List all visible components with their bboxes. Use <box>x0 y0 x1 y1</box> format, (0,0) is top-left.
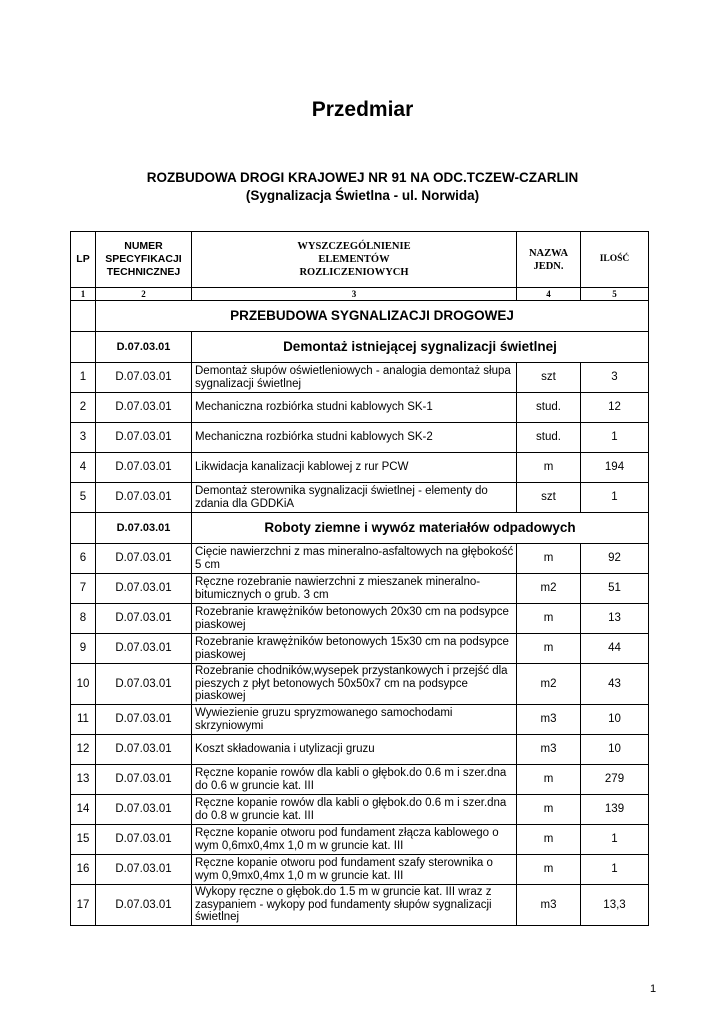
row-lp: 2 <box>71 393 96 423</box>
row-description: Demontaż sterownika sygnalizacji świetlnej - elementy do zdania dla GDDKiA <box>192 483 517 513</box>
table-row <box>71 604 649 634</box>
row-unit: m <box>517 855 581 885</box>
row-lp: 13 <box>71 765 96 795</box>
table-row <box>71 885 649 926</box>
table-row <box>71 423 649 453</box>
row-description: Rozebranie krawężników betonowych 15x30 cm na podsypce piaskowej <box>192 634 517 664</box>
header-description <box>192 232 517 288</box>
group-name: Demontaż istniejącej sygnalizacji świetlnej <box>192 332 649 363</box>
row-lp: 3 <box>71 423 96 453</box>
row-lp: 10 <box>71 664 96 705</box>
row-unit: m <box>517 765 581 795</box>
row-spec: D.07.03.01 <box>96 483 192 513</box>
row-unit: m3 <box>517 735 581 765</box>
row-description: Cięcie nawierzchni z mas mineralno-asfaltowych na głębokość 5 cm <box>192 544 517 574</box>
table-row <box>71 664 649 705</box>
group-spacer <box>71 332 96 363</box>
row-unit: m <box>517 795 581 825</box>
header-unit-line: JEDN. <box>533 260 564 272</box>
row-quantity: 1 <box>581 825 649 855</box>
row-spec: D.07.03.01 <box>96 885 192 926</box>
table-row <box>71 574 649 604</box>
header-spec-line: NUMER <box>124 240 163 252</box>
header-unit <box>517 232 581 288</box>
row-unit: m2 <box>517 574 581 604</box>
bill-of-quantities-table <box>70 231 649 926</box>
row-lp: 17 <box>71 885 96 926</box>
group-header-row <box>71 513 649 544</box>
header-lp: LP <box>71 232 96 288</box>
row-description: Ręczne kopanie rowów dla kabli o głębok.do 0.6 m i szer.dna do 0.8 w gruncie kat. III <box>192 795 517 825</box>
row-lp: 8 <box>71 604 96 634</box>
row-spec: D.07.03.01 <box>96 423 192 453</box>
row-description: Mechaniczna rozbiórka studni kablowych SK-1 <box>192 393 517 423</box>
row-unit: stud. <box>517 423 581 453</box>
section-title: PRZEBUDOWA SYGNALIZACJI DROGOWEJ <box>96 301 649 332</box>
row-spec: D.07.03.01 <box>96 363 192 393</box>
row-spec: D.07.03.01 <box>96 634 192 664</box>
row-unit: m <box>517 544 581 574</box>
row-quantity: 279 <box>581 765 649 795</box>
table-row <box>71 795 649 825</box>
table-row <box>71 483 649 513</box>
row-quantity: 13,3 <box>581 885 649 926</box>
table-row <box>71 855 649 885</box>
header-spec-line: TECHNICZNEJ <box>106 266 181 278</box>
row-lp: 7 <box>71 574 96 604</box>
row-quantity: 139 <box>581 795 649 825</box>
row-spec: D.07.03.01 <box>96 604 192 634</box>
table-row <box>71 735 649 765</box>
page-number: 1 <box>650 983 657 995</box>
header-desc-line: ROZLICZENIOWYCH <box>299 267 409 278</box>
column-number-row <box>71 288 649 301</box>
table-row <box>71 544 649 574</box>
column-number: 1 <box>71 288 96 301</box>
row-description: Ręczne rozebranie nawierzchni z mieszanek mineralno-bitumicznych o grub. 3 cm <box>192 574 517 604</box>
row-lp: 15 <box>71 825 96 855</box>
header-unit-line: NAZWA <box>528 247 569 259</box>
row-spec: D.07.03.01 <box>96 664 192 705</box>
row-quantity: 10 <box>581 705 649 735</box>
column-number: 3 <box>192 288 517 301</box>
table-row <box>71 453 649 483</box>
document-title: Przedmiar <box>311 98 414 121</box>
row-lp: 1 <box>71 363 96 393</box>
row-unit: m2 <box>517 664 581 705</box>
table-row <box>71 363 649 393</box>
row-spec: D.07.03.01 <box>96 705 192 735</box>
row-quantity: 1 <box>581 855 649 885</box>
row-description: Likwidacja kanalizacji kablowej z rur PCW <box>192 453 517 483</box>
row-spec: D.07.03.01 <box>96 855 192 885</box>
row-lp: 16 <box>71 855 96 885</box>
row-description: Ręczne kopanie otworu pod fundament złącza kablowego o wym 0,6mx0,4mx 1,0 m w gruncie kat. III <box>192 825 517 855</box>
row-lp: 6 <box>71 544 96 574</box>
row-quantity: 92 <box>581 544 649 574</box>
column-number: 4 <box>517 288 581 301</box>
table-row <box>71 393 649 423</box>
row-unit: m <box>517 634 581 664</box>
row-unit: szt <box>517 363 581 393</box>
row-unit: m <box>517 453 581 483</box>
row-quantity: 43 <box>581 664 649 705</box>
row-spec: D.07.03.01 <box>96 735 192 765</box>
row-lp: 12 <box>71 735 96 765</box>
row-description: Ręczne kopanie otworu pod fundament szafy sterownika o wym 0,9mx0,4mx 1,0 m w gruncie kat. III <box>192 855 517 885</box>
group-name: Roboty ziemne i wywóz materiałów odpadowych <box>192 513 649 544</box>
row-quantity: 13 <box>581 604 649 634</box>
row-quantity: 194 <box>581 453 649 483</box>
row-quantity: 51 <box>581 574 649 604</box>
table-row <box>71 825 649 855</box>
table-header-row <box>71 232 649 288</box>
row-spec: D.07.03.01 <box>96 795 192 825</box>
row-quantity: 1 <box>581 423 649 453</box>
row-description: Demontaż słupów oświetleniowych - analogia demontaż słupa sygnalizacji świetlnej <box>192 363 517 393</box>
header-quantity: ILOŚĆ <box>581 232 649 288</box>
header-spec <box>96 232 192 288</box>
row-quantity: 1 <box>581 483 649 513</box>
table-row <box>71 765 649 795</box>
row-unit: m3 <box>517 705 581 735</box>
row-quantity: 10 <box>581 735 649 765</box>
row-unit: m <box>517 604 581 634</box>
group-code: D.07.03.01 <box>96 513 192 544</box>
row-description: Rozebranie krawężników betonowych 20x30 cm na podsypce piaskowej <box>192 604 517 634</box>
row-unit: szt <box>517 483 581 513</box>
row-lp: 5 <box>71 483 96 513</box>
row-unit: stud. <box>517 393 581 423</box>
row-description: Wykopy ręczne o głębok.do 1.5 m w gruncie kat. III wraz z zasypaniem - wykopy pod fundamenty słupów sygnalizacji świetlnej <box>192 885 517 926</box>
header-desc-line: ELEMENTÓW <box>318 254 390 265</box>
table-row <box>71 634 649 664</box>
table-row <box>71 705 649 735</box>
row-quantity: 3 <box>581 363 649 393</box>
row-spec: D.07.03.01 <box>96 765 192 795</box>
row-lp: 14 <box>71 795 96 825</box>
row-spec: D.07.03.01 <box>96 574 192 604</box>
row-description: Ręczne kopanie rowów dla kabli o głębok.do 0.6 m i szer.dna do 0.6 w gruncie kat. III <box>192 765 517 795</box>
column-number: 5 <box>581 288 649 301</box>
group-spacer <box>71 513 96 544</box>
row-unit: m3 <box>517 885 581 926</box>
column-number: 2 <box>96 288 192 301</box>
row-description: Koszt składowania i utylizacji gruzu <box>192 735 517 765</box>
row-spec: D.07.03.01 <box>96 453 192 483</box>
row-spec: D.07.03.01 <box>96 393 192 423</box>
row-lp: 9 <box>71 634 96 664</box>
section-spacer <box>71 301 96 332</box>
row-lp: 4 <box>71 453 96 483</box>
row-quantity: 44 <box>581 634 649 664</box>
project-subtitle: (Sygnalizacja Świetlna - ul. Norwida) <box>245 188 480 203</box>
group-code: D.07.03.01 <box>96 332 192 363</box>
row-spec: D.07.03.01 <box>96 544 192 574</box>
row-description: Wywiezienie gruzu spryzmowanego samochodami skrzyniowymi <box>192 705 517 735</box>
group-header-row <box>71 332 649 363</box>
header-spec-line: SPECYFIKACJI <box>105 253 182 265</box>
section-row <box>71 301 649 332</box>
row-spec: D.07.03.01 <box>96 825 192 855</box>
row-description: Mechaniczna rozbiórka studni kablowych SK-2 <box>192 423 517 453</box>
project-title: ROZBUDOWA DROGI KRAJOWEJ NR 91 NA ODC.TCZEW-CZARLIN <box>146 170 579 185</box>
row-unit: m <box>517 825 581 855</box>
row-lp: 11 <box>71 705 96 735</box>
header-desc-line: WYSZCZEGÓLNIENIE <box>297 241 411 252</box>
row-quantity: 12 <box>581 393 649 423</box>
row-description: Rozebranie chodników,wysepek przystankowych i przejść dla pieszych z płyt betonowych 50x50x7 cm na podsypce piaskowej <box>192 664 517 705</box>
